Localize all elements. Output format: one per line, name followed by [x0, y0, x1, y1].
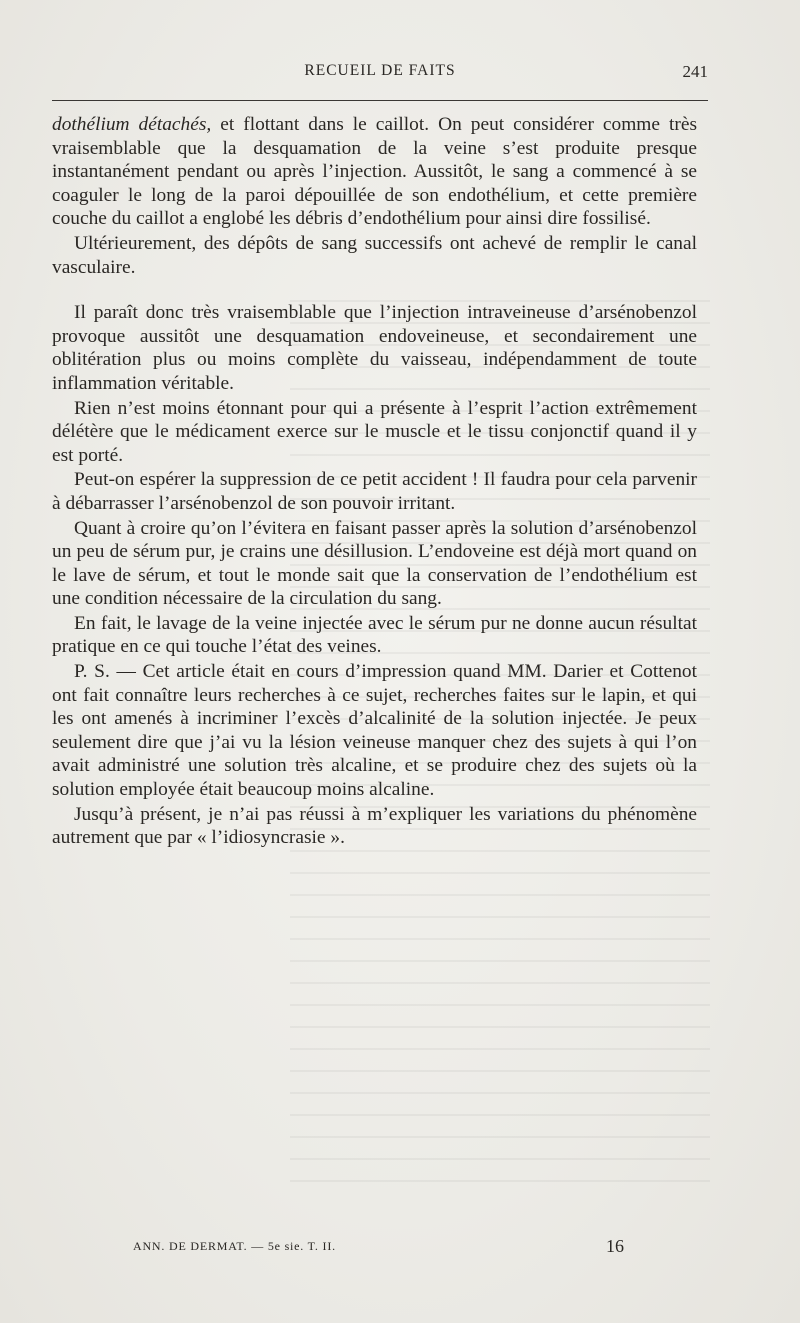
running-title: RECUEIL DE FAITS	[304, 62, 456, 79]
paragraph-2: Ultérieurement, des dépôts de sang successifs ont achevé de remplir le canal vasculaire.	[52, 232, 697, 278]
paragraph-1-text: et flottant dans le caillot. On peut considérer comme très vraisemblable que la desquamation de la veine s’est produite presque instantanément pendant ou après l’injection. Aussitôt, le sang a commencé à se coaguler le long de la paroi dépouillée de son endothélium, et cette première couche du caillot a englobé les débris d’endothélium pour ainsi dire fossilisé.	[52, 114, 697, 230]
paragraph-7: En fait, le lavage de la veine injectée avec le sérum pur ne donne aucun résultat pratique en ce qui touche l’état des veines.	[52, 612, 697, 658]
page-header	[52, 62, 708, 88]
paragraph-1	[52, 113, 697, 231]
header-rule	[52, 100, 708, 101]
paragraph-3: Il paraît donc très vraisemblable que l’injection intraveineuse d’arsénobenzol provoque aussitôt une desquamation endoveineuse, et secondairement une oblitération plus ou moins complète du vaisseau, indépendamment de toute inflammation véritable.	[52, 302, 697, 394]
paragraph-5: Peut-on espérer la suppression de ce petit accident ! Il faudra pour cela parvenir à débarrasser l’arsénobenzol de son pouvoir irritant.	[52, 469, 697, 514]
italic-fragment: dothélium détachés,	[52, 114, 212, 135]
page-number: 241	[682, 62, 708, 81]
sheet-number: 16	[606, 1236, 624, 1256]
postscript-paragraph: P. S. — Cet article était en cours d’impression quand MM. Darier et Cottenot ont fait connaître leurs recherches à ce sujet, recherches faites sur le lapin, et qui les ont amenés à incriminer l’excès d’alcalinité de la solution injectée. Je peux seulement dire que j’ai vu la lésion veineuse manquer chez des sujets à qui l’on avait administré une solution très alcaline, et se produire chez des sujets où la solution employée était beaucoup moins alcaline.	[52, 661, 697, 801]
paragraph-6: Quant à croire qu’on l’évitera en faisant passer après la solution d’arsénobenzol un peu de sérum pur, je crains une désillusion. L’endoveine est déjà mort quand on le lave de sérum, et tout le monde sait que la conservation de l’endothélium est une condition nécessaire de la circulation du sang.	[52, 517, 697, 610]
paragraph-9: Jusqu’à présent, je n’ai pas réussi à m’expliquer les variations du phénomène autrement que par « l’idiosyncrasie ».	[52, 803, 697, 849]
printer-signature: ANN. DE DERMAT. — 5e sie. T. II.	[133, 1239, 336, 1253]
article-body	[52, 113, 697, 850]
paragraph-4: Rien n’est moins étonnant pour qui a présente à l’esprit l’action extrêmement délétère que le médicament exerce sur le muscle et le tissu conjonctif quand il y est porté.	[52, 397, 697, 466]
